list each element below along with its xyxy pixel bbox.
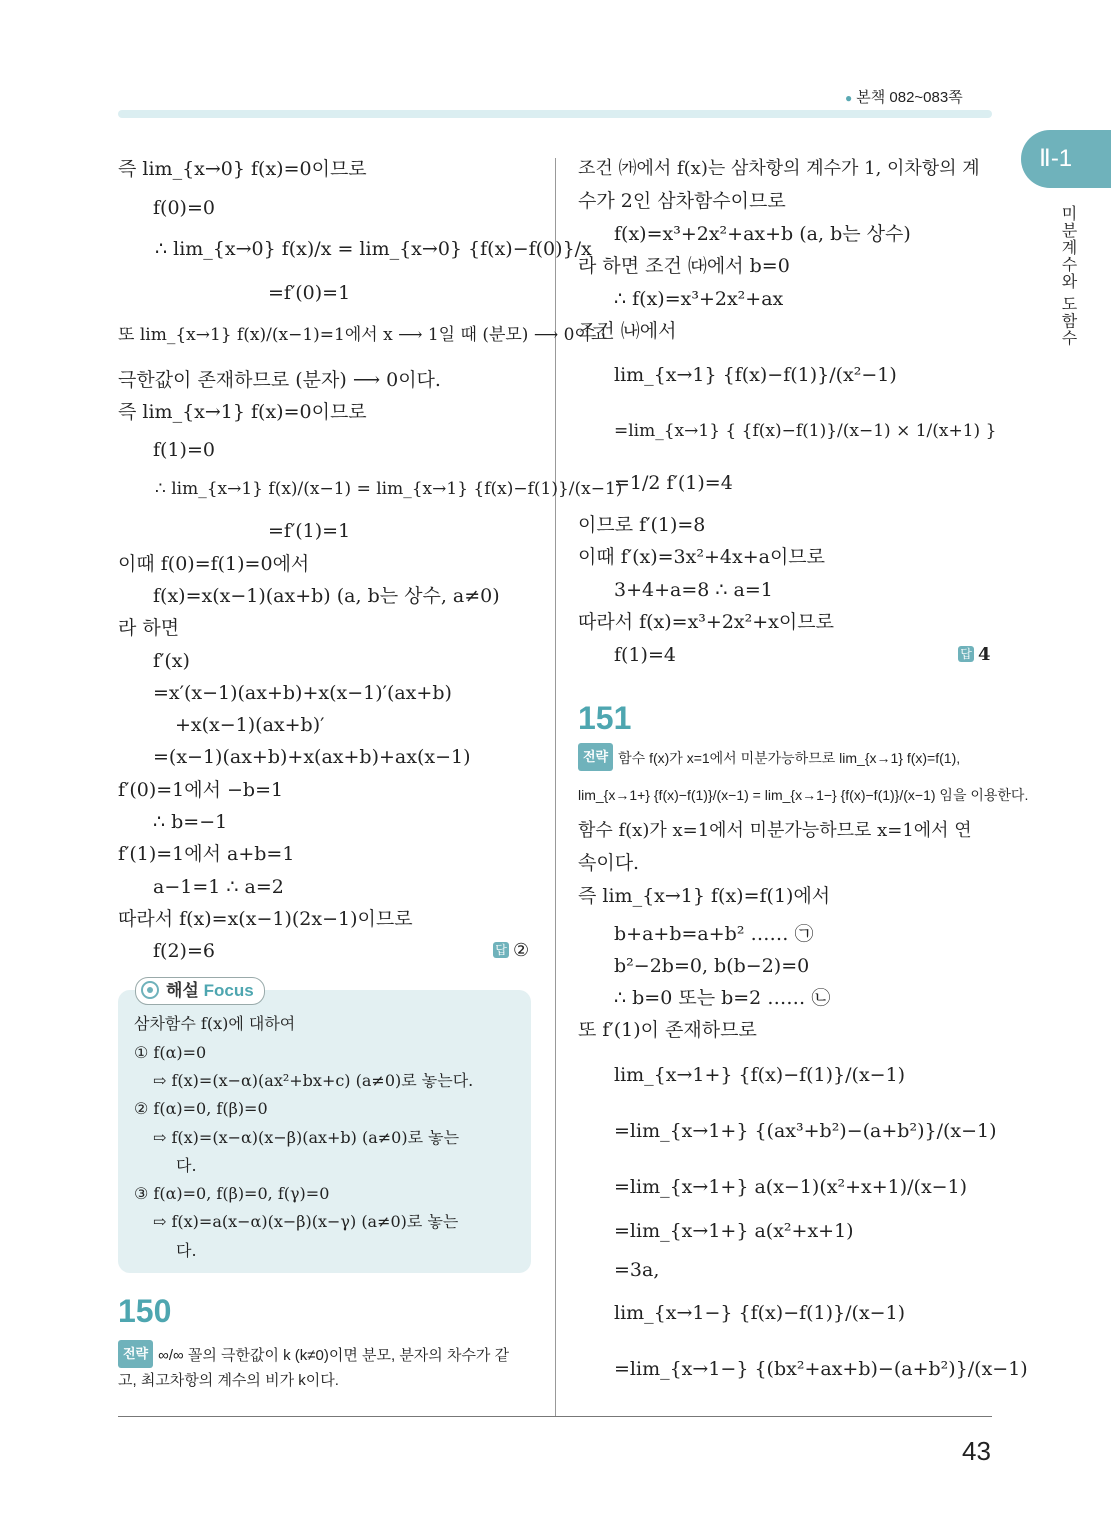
text-line: +x(x−1)(ax+b)′ <box>175 714 325 736</box>
text-line: =f′(1)=1 <box>268 520 351 542</box>
text-line: f(x)=x(x−1)(ax+b) (a, b는 상수, a≠0) <box>153 585 500 607</box>
header-bar <box>118 110 992 118</box>
text-line: =lim_{x→1+} a(x−1)(x²+x+1)/(x−1) <box>614 1176 968 1198</box>
text-line: f(1)=4 <box>614 644 676 666</box>
strategy-badge: 전략 <box>578 743 613 771</box>
strategy-line: 고, 최고차항의 계수의 비가 k이다. <box>118 1372 339 1389</box>
text-line: ∴ lim_{x→1} f(x)/(x−1) = lim_{x→1} {f(x)−f(1)}/(x−1) <box>155 479 623 499</box>
text-line: 조건 ㈎에서 f(x)는 삼차항의 계수가 1, 이차항의 계 <box>578 158 980 179</box>
focus-line: ③ f(α)=0, f(β)=0, f(γ)=0 <box>134 1184 330 1203</box>
problem-number: 151 <box>578 700 632 736</box>
text-line: lim_{x→1−} {f(x)−f(1)}/(x−1) <box>614 1302 906 1324</box>
text-line: 즉 lim_{x→0} f(x)=0이므로 <box>118 158 367 180</box>
text-line: 라 하면 조건 ㈐에서 b=0 <box>578 255 790 277</box>
text-line: =x′(x−1)(ax+b)+x(x−1)′(ax+b) <box>153 682 452 704</box>
text-line: ∴ b=−1 <box>153 811 228 833</box>
text-line: 극한값이 존재하므로 (분자) ⟶ 0이다. <box>118 369 441 391</box>
text-line: 따라서 f(x)=x(x−1)(2x−1)이므로 <box>118 908 413 930</box>
text-line: =(x−1)(ax+b)+x(ax+b)+ax(x−1) <box>153 746 471 768</box>
focus-line: ⇨ f(x)=(x−α)(ax²+bx+c) (a≠0)로 놓는다. <box>153 1071 474 1090</box>
text-line: b²−2b=0, b(b−2)=0 <box>614 955 810 977</box>
answer-icon: 답 <box>958 646 974 662</box>
text-line: lim_{x→1+} {f(x)−f(1)}/(x−1) <box>614 1064 906 1086</box>
text-line: 수가 2인 삼차함수이므로 <box>578 190 786 212</box>
text-line: f(0)=0 <box>153 197 215 219</box>
text-line: 또 f′(1)이 존재하므로 <box>578 1019 757 1041</box>
strategy-badge: 전략 <box>118 1340 153 1368</box>
text-line: 속이다. <box>578 852 640 874</box>
text-line: 이때 f(0)=f(1)=0에서 <box>118 553 310 575</box>
focus-line: 다. <box>176 1241 197 1260</box>
text-line: f′(1)=1에서 a+b=1 <box>118 843 295 865</box>
text-line: ∴ b=0 또는 b=2 …… ㉡ <box>614 987 831 1009</box>
target-icon <box>141 981 159 999</box>
text-line: =lim_{x→1−} {(bx²+ax+b)−(a+b²)}/(x−1) <box>614 1358 1028 1380</box>
text-line: 또 lim_{x→1} f(x)/(x−1)=1에서 x ⟶ 1일 때 (분모) ⟶ 0이고 <box>118 325 608 345</box>
page-number: 43 <box>962 1436 991 1466</box>
text-line: 따라서 f(x)=x³+2x²+x이므로 <box>578 611 834 633</box>
text-line: f′(0)=1에서 −b=1 <box>118 779 284 801</box>
focus-line: ⇨ f(x)=a(x−α)(x−β)(x−γ) (a≠0)로 놓는 <box>153 1212 459 1231</box>
text-line: 조건 ㈏에서 <box>578 320 677 342</box>
chapter-subtitle: 미분계수와 도함수 <box>1059 205 1076 347</box>
focus-line: 다. <box>176 1156 197 1175</box>
text-line: b+a+b=a+b² …… ㉠ <box>614 923 814 945</box>
focus-line: ⇨ f(x)=(x−α)(x−β)(ax+b) (a≠0)로 놓는 <box>153 1128 460 1147</box>
book-page-reference: ● 본책 082~083쪽 <box>845 89 963 106</box>
text-line: f(1)=0 <box>153 439 215 461</box>
text-line: =lim_{x→1+} a(x²+x+1) <box>614 1220 854 1242</box>
text-line: 즉 lim_{x→1} f(x)=0이므로 <box>118 401 367 423</box>
text-line: f(x)=x³+2x²+ax+b (a, b는 상수) <box>614 223 911 245</box>
text-line: ∴ f(x)=x³+2x²+ax <box>614 288 784 310</box>
answer-mark: 답 4 <box>958 644 991 665</box>
bullet-icon: ● <box>845 91 853 105</box>
strategy-line: lim_{x→1+} {f(x)−f(1)}/(x−1) = lim_{x→1−} {f(x)−f(1)}/(x−1) 임을 이용한다. <box>578 787 1029 803</box>
text-line: =lim_{x→1+} {(ax³+b²)−(a+b²)}/(x−1) <box>614 1120 997 1142</box>
text-line: 이므로 f′(1)=8 <box>578 514 706 536</box>
text-line: f(2)=6 <box>153 940 215 962</box>
text-line: =lim_{x→1} { {f(x)−f(1)}/(x−1) × 1/(x+1) } <box>614 421 997 441</box>
text-line: 3+4+a=8 ∴ a=1 <box>614 579 773 601</box>
answer-icon: 답 <box>493 942 509 958</box>
text-line: =3a, <box>614 1259 660 1281</box>
answer-mark: 답 ② <box>493 940 529 961</box>
focus-line: ① f(α)=0 <box>134 1043 207 1062</box>
focus-title: 해설 Focus <box>135 977 265 1005</box>
text-line: 즉 lim_{x→1} f(x)=f(1)에서 <box>578 885 831 907</box>
text-line: 이때 f′(x)=3x²+4x+a이므로 <box>578 546 826 568</box>
focus-line: ② f(α)=0, f(β)=0 <box>134 1099 268 1118</box>
text-line: lim_{x→1} {f(x)−f(1)}/(x²−1) <box>614 364 897 386</box>
strategy-line: 전략 함수 f(x)가 x=1에서 미분가능하므로 lim_{x→1} f(x)=f(1), <box>578 743 960 771</box>
problem-number: 150 <box>118 1293 172 1329</box>
text-line: =1/2 f′(1)=4 <box>614 472 733 494</box>
focus-line: 삼차함수 f(x)에 대하여 <box>134 1014 296 1033</box>
text-line: f′(x) <box>153 650 190 672</box>
text-line: ∴ lim_{x→0} f(x)/x = lim_{x→0} {f(x)−f(0)}/x <box>155 238 592 260</box>
text-line: a−1=1 ∴ a=2 <box>153 876 284 898</box>
bottom-rule <box>118 1416 992 1417</box>
text-line: 함수 f(x)가 x=1에서 미분가능하므로 x=1에서 연 <box>578 820 972 841</box>
text-line: =f′(0)=1 <box>268 282 351 304</box>
text-line: 라 하면 <box>118 617 180 639</box>
chapter-tab: Ⅱ-1 <box>1021 130 1111 188</box>
strategy-line: 전략 ∞/∞ 꼴의 극한값이 k (k≠0)이면 분모, 분자의 차수가 같 <box>118 1340 509 1369</box>
